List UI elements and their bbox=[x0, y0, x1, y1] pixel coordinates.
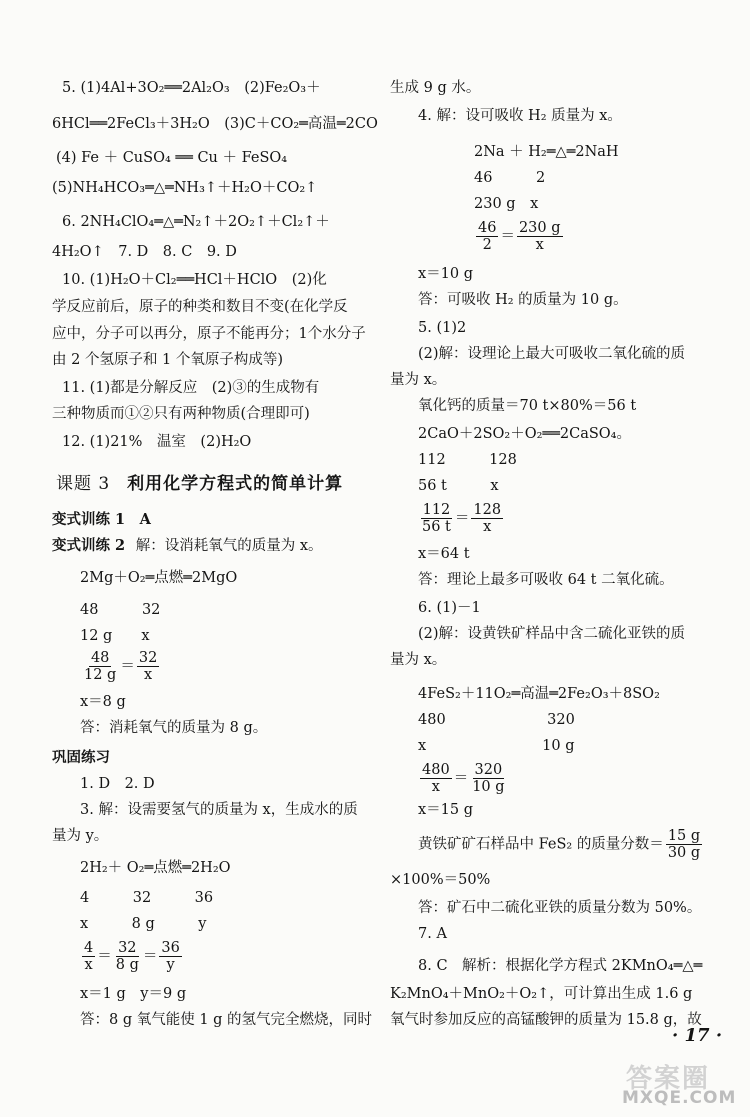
h2-answer-cont: 生成 9 g 水。 bbox=[390, 80, 481, 96]
answer-11-line-2: 三种物质而①②只有两种物质(合理即可) bbox=[52, 406, 310, 422]
fraction: $\frac{48}{12 g}$ bbox=[84, 650, 117, 683]
h2-mass-ratio: 4 32 36 bbox=[80, 890, 214, 906]
watermark-logo bbox=[618, 1058, 744, 1112]
answer-5-2-line-2: 量为 x。 bbox=[390, 372, 447, 388]
answer-3-line-2: 量为 y。 bbox=[52, 828, 109, 844]
answer-6-9-line: 4H₂O↑ 7. D 8. C 9. D bbox=[52, 244, 237, 260]
answer-10-line-2: 学反应前后，原子的种类和数目不变(在化学反 bbox=[52, 299, 348, 315]
answer-5-1: 5. (1)2 bbox=[418, 320, 467, 336]
h2-proportion: $\frac{4}{x}$ ＝ $\frac{32}{8 g}$ ＝ $\frac{36}{y}$ bbox=[84, 940, 180, 973]
answer-6-2-line-2: 量为 x。 bbox=[390, 652, 447, 668]
mg-equation: 2Mg＋O₂═点燃═2MgO bbox=[80, 570, 238, 586]
answer-10-line-1: 10. (1)H₂O＋Cl₂══HCl＋HClO (2)化 bbox=[62, 272, 327, 288]
na-equation: 2Na ＋ H₂═△═2NaH bbox=[474, 144, 619, 160]
consolidation-heading: 巩固练习 bbox=[52, 749, 110, 766]
fraction: $\frac{320}{10 g}$ bbox=[472, 762, 505, 795]
answer-5-line-3: (4) Fe ＋ CuSO₄ ══ Cu ＋ FeSO₄ bbox=[56, 150, 288, 166]
fes2-fraction-label: 黄铁矿矿石样品中 FeS₂ 的质量分数＝ bbox=[418, 836, 664, 853]
fes2-proportion: $\frac{480}{x}$ ＝ $\frac{320}{10 g}$ bbox=[422, 762, 505, 795]
fes2-percent: ×100%＝50% bbox=[390, 872, 491, 888]
answer-6-line-1: 6. 2NH₄ClO₄═△═N₂↑＋2O₂↑＋Cl₂↑＋ bbox=[62, 214, 330, 230]
answer-3-line-1: 3. 解：设需要氢气的质量为 x，生成水的质 bbox=[80, 802, 358, 818]
answer-5-2-line-1: (2)解：设理论上最大可吸收二氧化硫的质 bbox=[418, 346, 686, 362]
section-number: 课题 3 bbox=[56, 474, 111, 494]
h2-quantities: x 8 g y bbox=[80, 916, 207, 932]
fraction: $\frac{4}{x}$ bbox=[84, 940, 94, 973]
fraction: $\frac{128}{x}$ bbox=[473, 502, 502, 535]
page-number: · 17 · bbox=[672, 1025, 723, 1046]
fes2-fraction-line bbox=[418, 828, 704, 861]
answer-8-line-3: 氧气时参加反应的高锰酸钾的质量为 15.8 g，故 bbox=[390, 1012, 702, 1028]
fraction: $\frac{230 g}{x}$ bbox=[518, 220, 561, 253]
answer-12-line: 12. (1)21% 温室 (2)H₂O bbox=[62, 434, 252, 450]
section-title: 利用化学方程式的简单计算 bbox=[127, 474, 344, 494]
cao-mass-ratio: 112 128 bbox=[418, 452, 517, 468]
answer-11-line-1: 11. (1)都是分解反应 (2)③的生成物有 bbox=[62, 380, 320, 396]
h2-equation: 2H₂＋ O₂═点燃═2H₂O bbox=[80, 860, 231, 876]
section-heading bbox=[56, 474, 343, 494]
fes2-answer: 答：矿石中二硫化亚铁的质量分数为 50%。 bbox=[418, 900, 702, 916]
cao-result: x＝64 t bbox=[418, 546, 470, 562]
fraction: $\frac{46}{2}$ bbox=[478, 220, 497, 253]
cao-equation: 2CaO＋2SO₂＋O₂══2CaSO₄。 bbox=[418, 426, 631, 442]
mg-answer: 答：消耗氧气的质量为 8 g。 bbox=[80, 720, 268, 736]
cao-proportion: $\frac{112}{56 t}$ ＝ $\frac{128}{x}$ bbox=[422, 502, 502, 535]
fes2-equation: 4FeS₂＋11O₂═高温═2Fe₂O₃＋8SO₂ bbox=[418, 686, 660, 702]
h2-result: x＝1 g y＝9 g bbox=[80, 986, 187, 1002]
answer-8-line-2: K₂MnO₄＋MnO₂＋O₂↑，可计算出生成 1.6 g bbox=[390, 986, 693, 1002]
fraction: $\frac{36}{y}$ bbox=[161, 940, 180, 973]
fes2-result: x＝15 g bbox=[418, 802, 474, 818]
watermark-bottom: MXQE.COM bbox=[622, 1088, 737, 1108]
answer-10-line-3: 应中，分子可以再分，原子不能再分；1个水分子 bbox=[52, 326, 366, 342]
variant-practice-2 bbox=[52, 536, 323, 556]
answer-5-line-1: 5. (1)4Al+3O₂══2Al₂O₃ (2)Fe₂O₃＋ bbox=[62, 80, 321, 96]
variant-practice-1: 变式训练 1 A bbox=[52, 511, 151, 528]
mg-result: x＝8 g bbox=[80, 694, 126, 710]
variant-practice-2-text: 解：设消耗氧气的质量为 x。 bbox=[135, 538, 323, 554]
variant-practice-2-label: 变式训练 2 bbox=[52, 537, 126, 554]
cao-quantities: 56 t x bbox=[418, 478, 499, 494]
answer-10-line-4: 由 2 个氢原子和 1 个氧原子构成等) bbox=[52, 352, 284, 368]
cao-mass: 氧化钙的质量＝70 t×80%＝56 t bbox=[418, 398, 637, 414]
watermark-top: 答案圈 bbox=[626, 1064, 711, 1094]
fraction: $\frac{32}{x}$ bbox=[138, 650, 158, 683]
answer-1-2: 1. D 2. D bbox=[80, 776, 155, 792]
fes2-quantities: x 10 g bbox=[418, 738, 575, 754]
answer-6-1: 6. (1)－1 bbox=[418, 600, 481, 616]
answer-6-2-line-1: (2)解：设黄铁矿样品中含二硫化亚铁的质 bbox=[418, 626, 686, 642]
na-mass-ratio: 46 2 bbox=[474, 170, 546, 186]
answer-7: 7. A bbox=[418, 926, 447, 942]
fes2-mass-ratio: 480 320 bbox=[418, 712, 575, 728]
na-answer: 答：可吸收 H₂ 的质量为 10 g。 bbox=[418, 292, 628, 308]
fraction: $\frac{15 g}{30 g}$ bbox=[667, 828, 701, 861]
answer-8-line-1: 8. C 解析：根据化学方程式 2KMnO₄═△═ bbox=[418, 958, 703, 974]
na-quantities: 230 g x bbox=[474, 196, 539, 212]
fraction: $\frac{112}{56 t}$ bbox=[422, 502, 451, 535]
answer-5-line-2: 6HCl══2FeCl₃＋3H₂O (3)C＋CO₂═高温═2CO bbox=[52, 116, 378, 132]
na-proportion: $\frac{46}{2}$ ＝ $\frac{230 g}{x}$ bbox=[478, 220, 561, 253]
na-result: x＝10 g bbox=[418, 266, 474, 282]
fraction: $\frac{32}{8 g}$ bbox=[115, 940, 139, 973]
mg-mass-ratio: 48 32 bbox=[80, 602, 161, 618]
fraction: $\frac{480}{x}$ bbox=[422, 762, 450, 795]
answer-5-line-4: (5)NH₄HCO₃═△═NH₃↑＋H₂O＋CO₂↑ bbox=[52, 180, 318, 196]
answer-4-line: 4. 解：设可吸收 H₂ 质量为 x。 bbox=[418, 108, 622, 124]
cao-answer: 答：理论上最多可吸收 64 t 二氧化硫。 bbox=[418, 572, 674, 588]
h2-answer: 答：8 g 氧气能使 1 g 的氢气完全燃烧，同时 bbox=[80, 1012, 373, 1028]
mg-quantities: 12 g x bbox=[80, 628, 150, 644]
mg-proportion: $\frac{48}{12 g}$ ＝ $\frac{32}{x}$ bbox=[84, 650, 158, 683]
